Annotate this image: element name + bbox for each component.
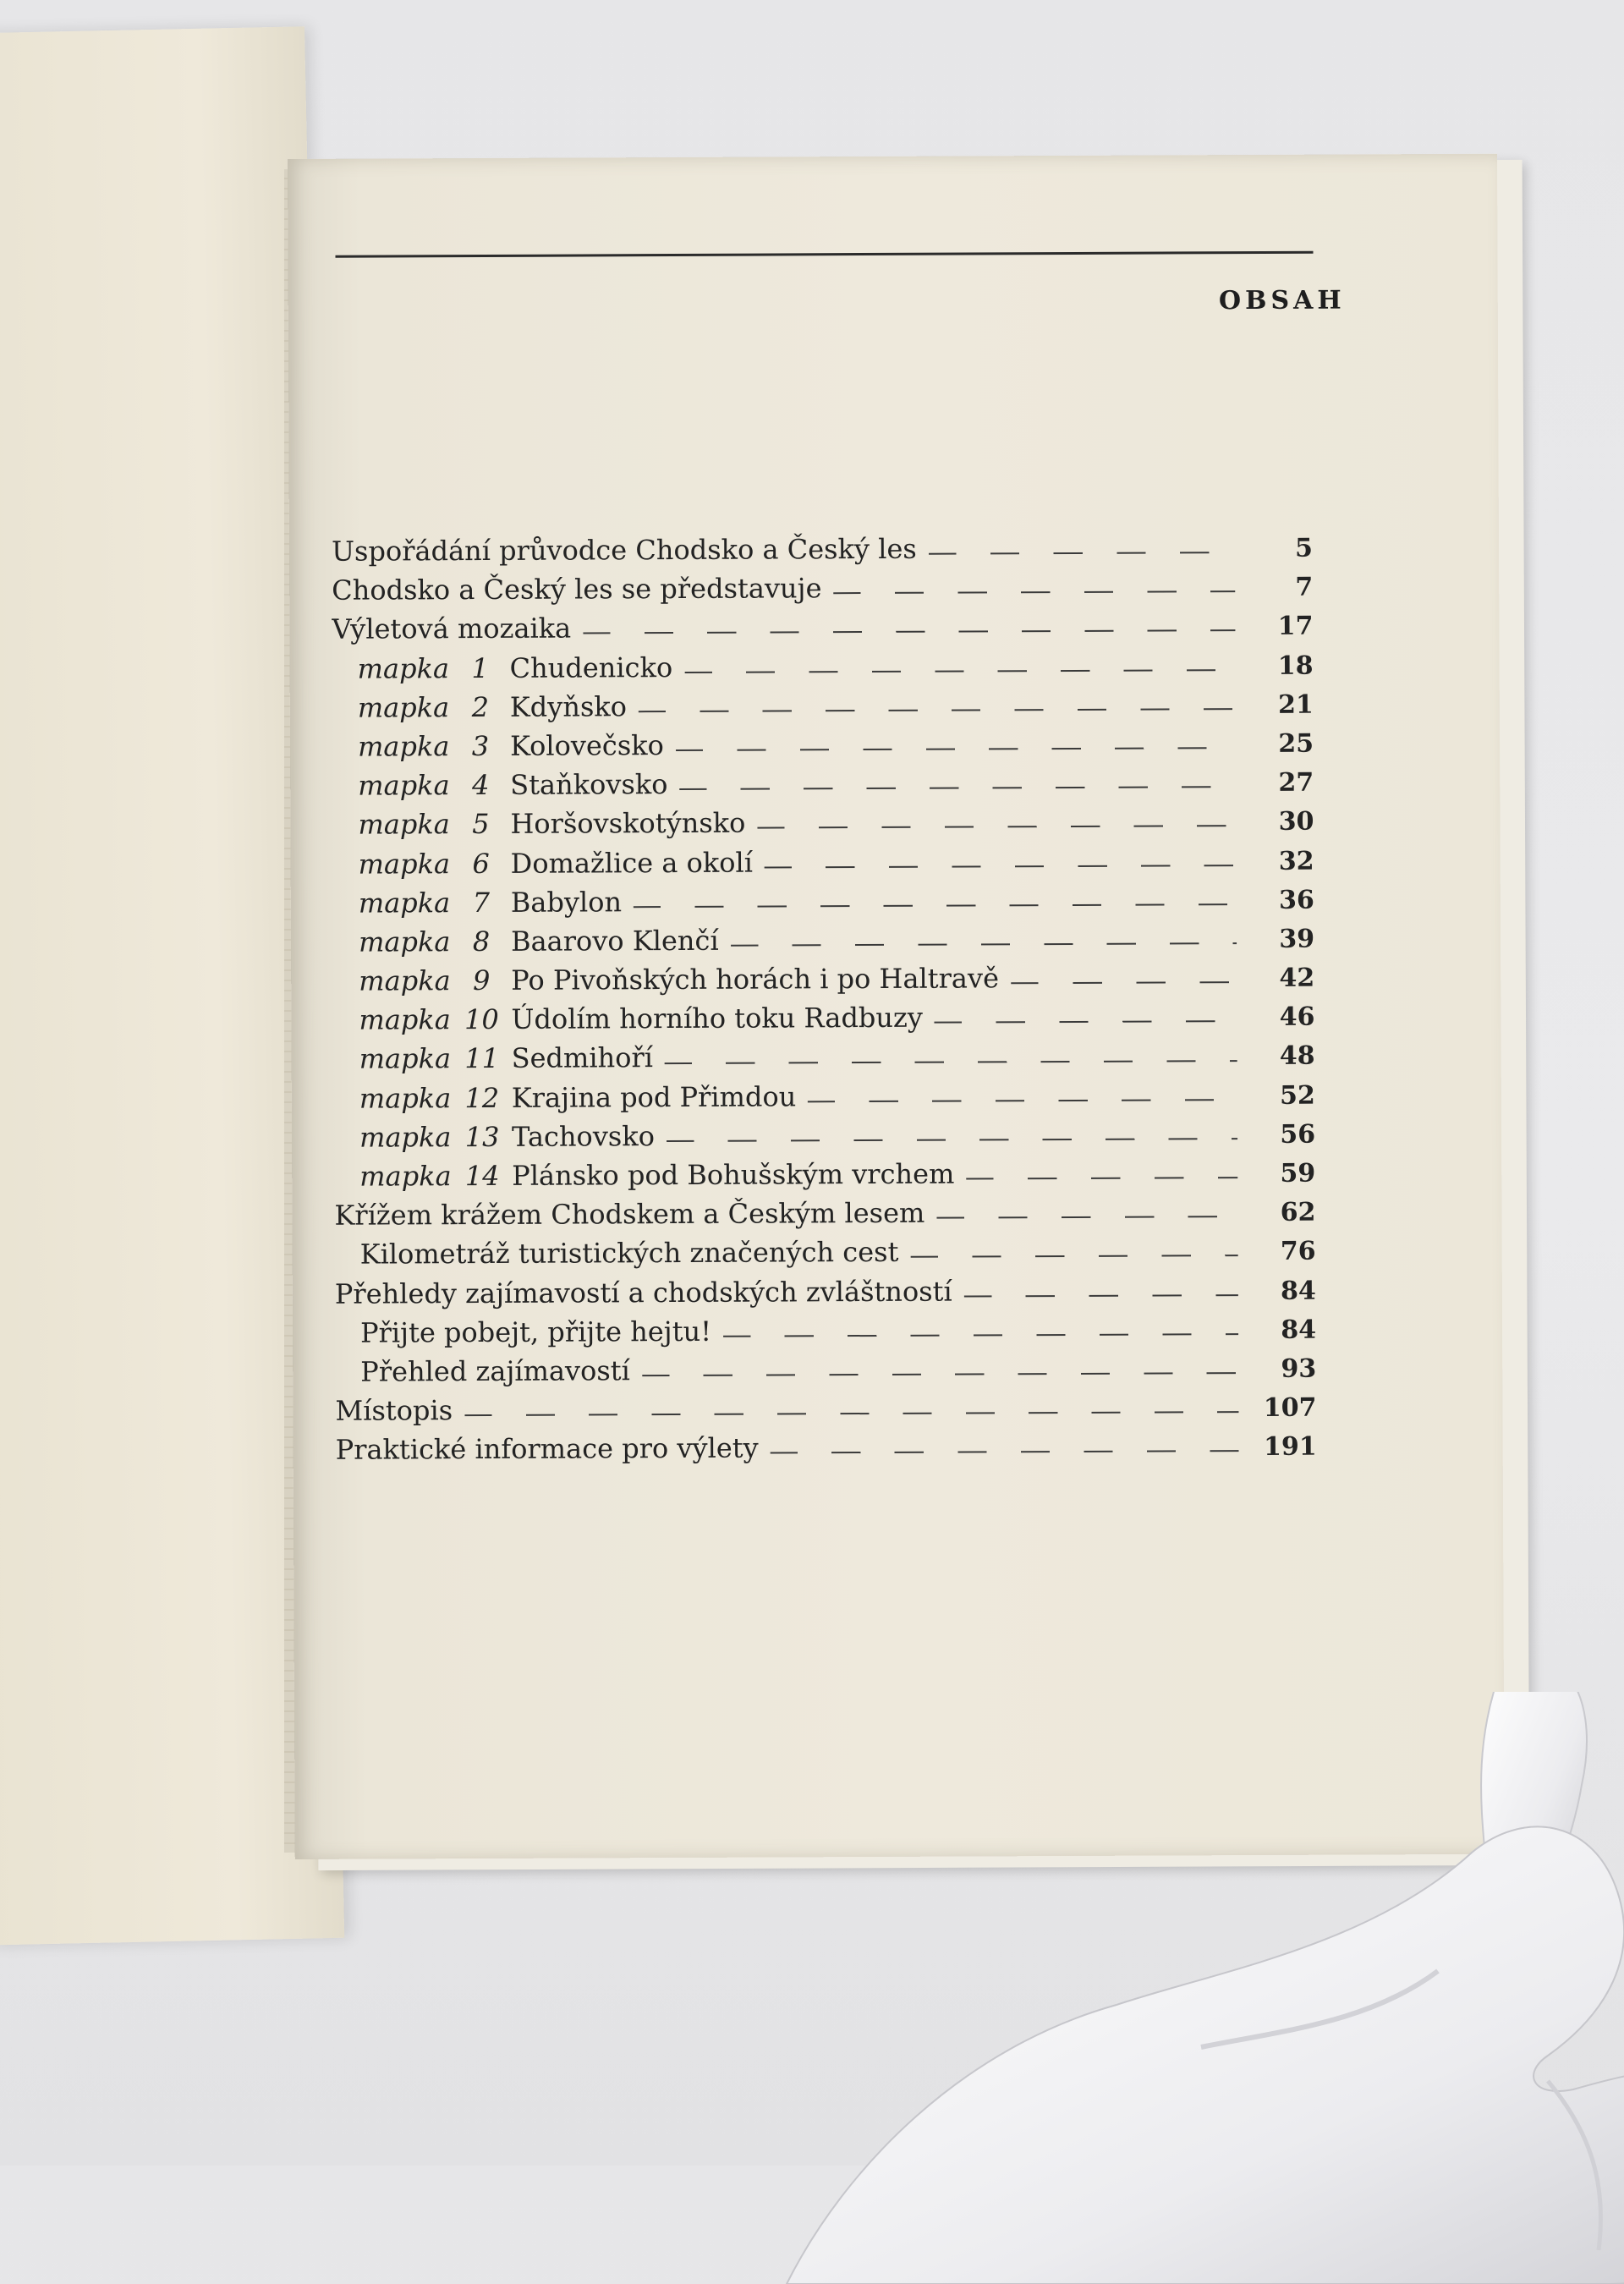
map-word: mapka (359, 1081, 452, 1115)
map-number: 14 (464, 1159, 500, 1193)
toc-row (335, 1234, 1316, 1277)
entry-title: Kolovečsko (509, 729, 664, 762)
page-number: 25 (1278, 728, 1314, 759)
toc-row (335, 1273, 1316, 1316)
map-number: 10 (464, 1003, 499, 1036)
toc-row (332, 531, 1313, 574)
map-number: 6 (472, 847, 490, 880)
entry-title: Po Pivoňských horách i po Haltravě (511, 962, 1000, 997)
toc-entry-label (332, 690, 627, 724)
toc-entry-label (332, 612, 571, 645)
toc-entry-label (335, 1315, 711, 1349)
toc-row (334, 1039, 1315, 1082)
page-number: 59 (1280, 1158, 1316, 1189)
leader-dashes (964, 1294, 1238, 1297)
page-number: 30 (1278, 807, 1314, 837)
toc-entry-label (334, 1080, 797, 1114)
leader-dashes (966, 1177, 1237, 1179)
entry-title: Křížem krážem Chodskem a Českým lesem (334, 1196, 925, 1232)
page-number: 21 (1277, 689, 1314, 720)
toc-row (332, 609, 1313, 652)
entry-title: Přehled zajímavostí (360, 1354, 630, 1388)
toc-row (334, 1195, 1315, 1238)
toc-entry-label (336, 1432, 759, 1466)
toc-page (288, 154, 1505, 1859)
toc-row (334, 1117, 1315, 1161)
toc-entry-label (332, 572, 821, 607)
leader-dashes (771, 1451, 1239, 1454)
toc-row (335, 1352, 1316, 1395)
page-number: 93 (1281, 1353, 1317, 1384)
leader-dashes (680, 786, 1237, 790)
map-word: mapka (359, 964, 451, 997)
entry-title: Plánsko pod Bohušským vrchem (512, 1157, 955, 1192)
leader-dashes (642, 1372, 1238, 1376)
leader-dashes (1011, 981, 1237, 984)
entry-title: Staňkovsko (510, 768, 668, 801)
toc-row (332, 687, 1314, 730)
top-rule (335, 251, 1313, 258)
page-number: 48 (1279, 1041, 1315, 1072)
page-number: 107 (1263, 1392, 1317, 1424)
leader-dashes (464, 1411, 1238, 1416)
toc-entry-label (332, 533, 917, 568)
entry-title: Krajina pod Přimdou (511, 1080, 797, 1114)
page-number: 76 (1280, 1237, 1316, 1267)
leader-dashes (833, 590, 1235, 594)
map-word: mapka (357, 730, 450, 763)
leader-dashes (935, 1020, 1237, 1024)
map-word: mapka (357, 651, 450, 685)
page-number: 36 (1279, 885, 1314, 915)
map-word: mapka (359, 1160, 452, 1193)
toc-entry-label (332, 768, 667, 802)
entry-title: Údolím horního toku Radbuzy (511, 1001, 924, 1036)
toc-entry-label (334, 1120, 655, 1154)
map-number: 11 (464, 1042, 500, 1075)
map-number: 7 (472, 886, 491, 919)
map-number: 9 (472, 964, 491, 997)
entry-title: Tachovsko (511, 1119, 656, 1153)
toc-entry-label (332, 807, 745, 841)
map-word: mapka (358, 847, 451, 881)
leader-dashes (665, 1060, 1237, 1064)
map-word: mapka (358, 769, 450, 802)
toc-row (332, 804, 1314, 848)
leader-dashes (910, 1255, 1237, 1259)
map-number: 12 (464, 1081, 500, 1114)
map-word: mapka (358, 886, 451, 920)
leader-dashes (667, 1138, 1237, 1142)
leader-dashes (929, 552, 1235, 555)
map-number: 3 (471, 729, 490, 762)
entry-title: Výletová mozaika (332, 612, 572, 646)
map-word: mapka (359, 1003, 451, 1036)
map-number: 1 (471, 651, 489, 684)
toc-entry-label (334, 1042, 653, 1076)
toc-entry-label (332, 651, 673, 685)
page-number: 52 (1280, 1080, 1315, 1111)
entry-title: Chodsko a Český les se představuje (332, 572, 822, 607)
leader-dashes (757, 826, 1236, 829)
entry-title: Přijte pobejt, přijte hejtu! (359, 1315, 712, 1349)
toc-entry-label (335, 1354, 630, 1388)
entry-title: Baarovo Klenčí (510, 924, 719, 958)
page-number: 39 (1279, 924, 1315, 954)
leader-dashes (676, 747, 1236, 751)
page-number: 17 (1277, 612, 1314, 642)
map-number: 8 (472, 925, 491, 958)
page-number: 18 (1277, 651, 1314, 681)
map-word: mapka (358, 808, 450, 841)
entry-title: Chudenicko (509, 651, 673, 684)
leader-dashes (765, 865, 1237, 868)
toc-row (334, 1078, 1315, 1121)
page-number: 56 (1280, 1119, 1316, 1150)
toc-row (334, 1156, 1315, 1200)
map-number: 2 (471, 690, 490, 723)
page-number: 32 (1278, 846, 1314, 876)
entry-title: Babylon (510, 885, 623, 919)
page-heading: OBSAH (1218, 285, 1346, 316)
entry-title: Praktické informace pro výlety (335, 1431, 759, 1467)
leader-dashes (936, 1216, 1237, 1219)
table-of-contents (332, 531, 1317, 1474)
map-number: 4 (471, 769, 490, 802)
map-word: mapka (359, 1042, 452, 1076)
page-number: 62 (1280, 1197, 1316, 1228)
entry-title: Domažlice a okolí (510, 846, 754, 880)
page-number: 191 (1263, 1432, 1317, 1463)
entry-title: Kdyňsko (509, 690, 628, 723)
page-number: 84 (1281, 1315, 1317, 1345)
toc-row (335, 1391, 1316, 1434)
map-word: mapka (358, 925, 451, 958)
page-number: 84 (1281, 1276, 1316, 1306)
toc-row (332, 570, 1313, 613)
toc-row (332, 648, 1314, 691)
entry-title: Přehledy zajímavostí a chodských zvláštností (334, 1275, 952, 1310)
toc-entry-label (333, 925, 719, 958)
leader-dashes (731, 942, 1237, 947)
toc-entry-label (334, 1158, 954, 1193)
entry-title: Sedmihoří (511, 1041, 654, 1075)
toc-entry-label (333, 846, 754, 880)
page-number: 42 (1279, 963, 1315, 993)
toc-row (336, 1430, 1317, 1473)
leader-dashes (583, 630, 1235, 634)
toc-entry-label (334, 1197, 924, 1232)
leader-dashes (808, 1099, 1237, 1102)
toc-row (335, 1312, 1316, 1355)
page-number: 27 (1278, 767, 1314, 799)
leader-dashes (634, 903, 1237, 908)
page-number: 5 (1295, 533, 1314, 563)
toc-row (332, 727, 1314, 770)
toc-row (332, 766, 1314, 809)
entry-title: Horšovskotýnsko (510, 806, 746, 841)
entry-title: Uspořádání průvodce Chodsko a Český les (331, 532, 917, 568)
toc-entry-label (333, 1002, 923, 1036)
map-number: 13 (464, 1120, 500, 1153)
entry-title: Místopis (335, 1394, 453, 1427)
leader-dashes (723, 1333, 1238, 1337)
toc-entry-label (335, 1275, 952, 1309)
leader-dashes (684, 669, 1235, 673)
toc-row (333, 882, 1314, 925)
map-word: mapka (357, 690, 450, 724)
toc-row (333, 843, 1314, 887)
page-number: 46 (1279, 1002, 1315, 1033)
toc-row (333, 922, 1314, 965)
toc-row (333, 1000, 1314, 1043)
page-number: 7 (1295, 572, 1314, 602)
entry-title: Kilometráž turistických značených cest (359, 1236, 899, 1271)
map-number: 5 (472, 808, 490, 841)
map-word: mapka (359, 1120, 452, 1154)
toc-entry-label (333, 886, 622, 919)
toc-entry-label (335, 1236, 899, 1271)
toc-entry-label (335, 1394, 453, 1427)
gloved-hand (677, 1692, 1624, 2284)
toc-entry-label (332, 729, 664, 763)
toc-row (333, 961, 1314, 1004)
leader-dashes (639, 708, 1236, 712)
toc-entry-label (333, 962, 999, 997)
